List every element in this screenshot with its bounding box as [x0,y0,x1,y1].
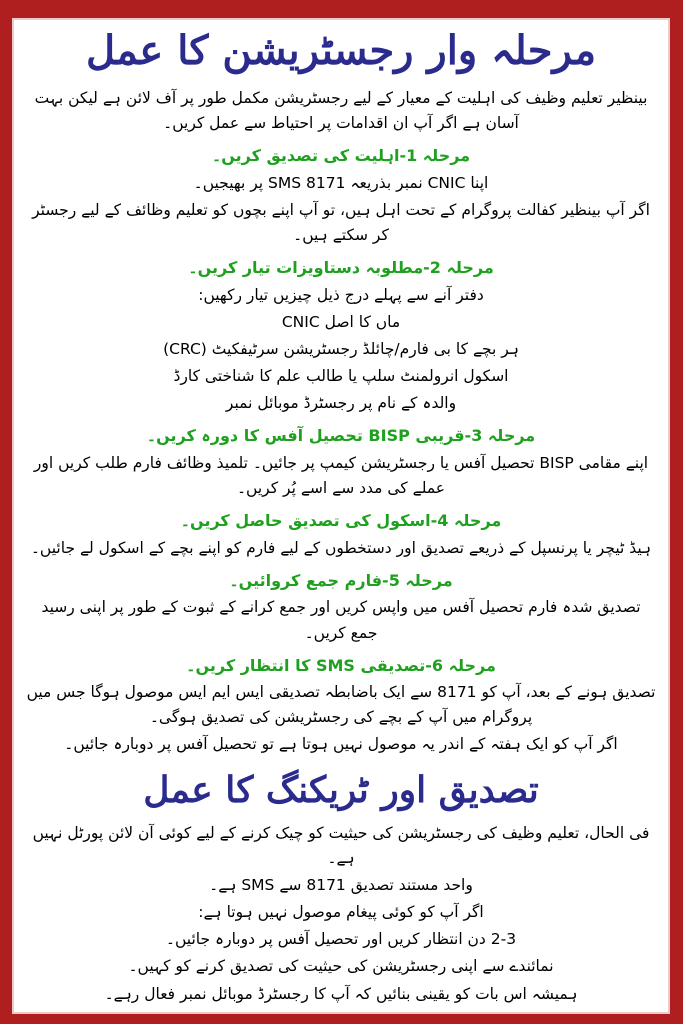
section2-block [26,819,656,1009]
step-3-heading: مرحلہ 3-قریبی BISP تحصیل آفس کا دورہ کریں۔ [146,426,536,446]
tracking-line-6: ہمیشہ اس بات کو یقینی بنائیں کہ آپ کا رجسٹرڈ موبائل نمبر فعال رہے۔ [104,984,578,1003]
step-2-line-2: ماں کا اصل CNIC [281,312,401,331]
step-2-line-4: اسکول انرولمنٹ سلپ یا طالب علم کا شناختی کارڈ [173,367,509,386]
step-4-heading: مرحلہ 4-اسکول کی تصدیق حاصل کریں۔ [180,511,502,531]
step-6-block [26,648,656,760]
intro-paragraph: بینظیر تعلیم وظیف کی اہلیت کے معیار کے لیے رجسٹریشن مکمل طور پر آف لائن ہے لیکن بہت آسان ہے اگر آپ ان اقدامات پر احتیاط سے عمل کریں۔ [34,89,648,133]
step-1-line-2: اگر آپ بینظیر کفالت پروگرام کے تحت اہل ہیں، تو آپ اپنے بچوں کو تعلیم وظائف کے لیے رجسٹر کر سکتے ہیں۔ [32,200,650,245]
step-2-block [26,250,656,418]
step-3-block [26,418,656,503]
step-2-line-1: دفتر آنے سے پہلے درج ذیل چیزیں تیار رکھیں: [198,285,484,304]
step-4-block [26,503,656,563]
step-1-block [26,138,656,250]
step-5-heading: مرحلہ 5-فارم جمع کروائیں۔ [229,570,453,590]
section2-title: تصدیق اور ٹریکنگ کا عمل [143,768,539,811]
tracking-line-5: نمائندے سے اپنی رجسٹریشن کی حیثیت کی تصدیق کرنے کو کہیں۔ [128,957,554,976]
step-2-line-3: ہر بچے کا بی فارم/چائلڈ رجسٹریشن سرٹیفکیٹ (CRC) [163,339,519,358]
step-5-line-1: تصدیق شدہ فارم تحصیل آفس میں واپس کریں اور جمع کرانے کے ثبوت کے طور پر اپنی رسید جمع کریں۔ [41,598,641,642]
step-2-heading: مرحلہ 2-مطلوبہ دستاویزات تیار کریں۔ [188,258,494,278]
step-6-heading: مرحلہ 6-تصدیقی SMS کا انتظار کریں۔ [186,655,496,675]
poster-page [12,18,670,1014]
tracking-line-4: 2-3 دن انتظار کریں اور تحصیل آفس پر دوبارہ جائیں۔ [165,930,517,949]
step-6-line-1: تصدیق ہونے کے بعد، آپ کو 8171 سے ایک باضابطہ تصدیقی ایس ایم ایس موصول ہوگا جس میں پروگرام میں آپ کے بچے کی رجسٹریشن کی تصدیق ہوگی۔ [26,683,656,727]
step-2-line-5: والدہ کے نام پر رجسٹرڈ موبائل نمبر [225,394,457,413]
step-6-line-2: اگر آپ کو ایک ہفتہ کے اندر یہ موصول نہیں ہوتا ہے تو تحصیل آفس پر دوبارہ جائیں۔ [64,735,618,754]
main-title: مرحلہ وار رجسٹریشن کا عمل [86,27,596,74]
step-1-line-1: اپنا CNIC نمبر بذریعہ SMS 8171 پر بھیجیں۔ [193,173,489,192]
tracking-line-3: اگر آپ کو کوئی پیغام موصول نہیں ہوتا ہے: [198,903,484,922]
tracking-line-2: واحد مستند تصدیق 8171 سے SMS ہے۔ [209,876,473,895]
tracking-line-1: فی الحال، تعلیم وظیف کی رجسٹریشن کی حیثیت کو چیک کرنے کے لیے کوئی آن لائن پورٹل نہیں ہے۔ [32,823,650,868]
step-5-block [26,563,656,648]
step-4-line-1: ہیڈ ٹیچر یا پرنسپل کے ذریعے تصدیق اور دستخطوں کے لیے فارم کو اپنے بچے کے اسکول لے جائیں۔ [30,538,652,557]
step-1-heading: مرحلہ 1-اہلیت کی تصدیق کریں۔ [211,146,471,166]
step-3-line-1: اپنے مقامی BISP تحصیل آفس یا رجسٹریشن کیمپ پر جائیں۔ تلمیذ وظائف فارم طلب کریں اور عملے کی مدد سے اسے پُر کریں۔ [33,453,649,497]
